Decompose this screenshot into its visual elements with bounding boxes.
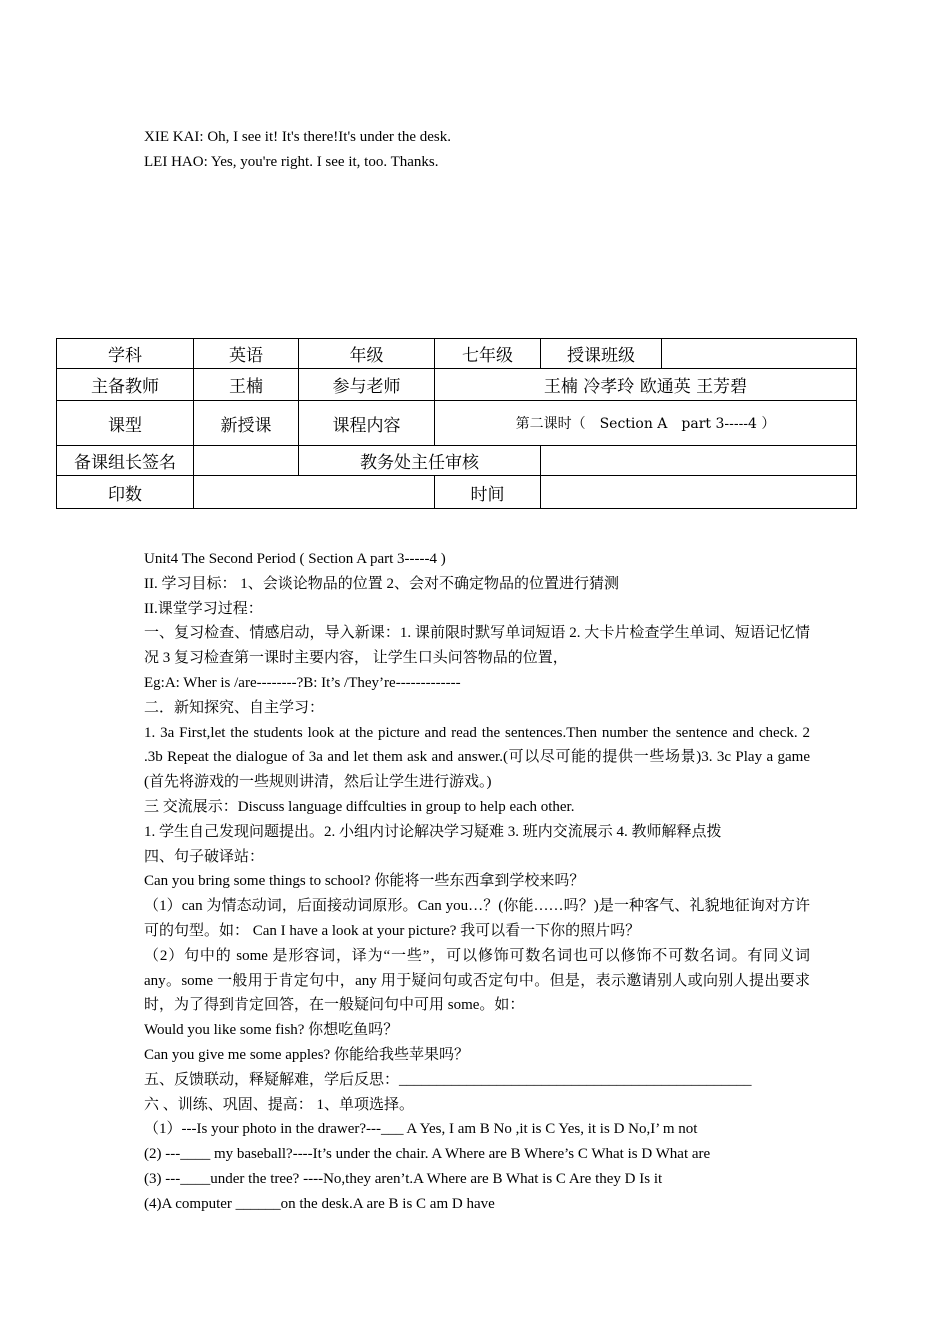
grade-label: 年级 xyxy=(299,339,435,369)
process-heading: II.课堂学习过程： xyxy=(144,600,263,617)
review-step: 一、复习检查、情感启动，导入新课：1. 课前限时默写单词短语 2. 大卡片检查学生单词、短语记忆情况 3 复习检查第一课时主要内容， 让学生口头问答物品的位置， xyxy=(144,625,810,667)
note-some: （2）句中的 some 是形容词，译为“一些”，可以修饰可数名词也可以修饰不可数名词。有同义词 any。some 一般用于肯定句中，any 用于疑问句或否定句中。但是，表示邀请别人或向别人提出要求时，为了得到肯定回答，在一般疑问句中可用 some。如： xyxy=(144,947,810,1014)
exchange-heading: 三 交流展示：Discuss language diffculties in group to help each other. xyxy=(144,798,575,815)
time-value xyxy=(541,476,857,509)
content-label: 课程内容 xyxy=(299,401,435,446)
copies-label: 印数 xyxy=(57,476,194,509)
dialogue-intro xyxy=(144,125,451,175)
learning-goals: II. 学习目标： 1、会谈论物品的位置 2、会对不确定物品的位置进行猜测 xyxy=(144,575,619,592)
question-2: (2) ---____ my baseball?----It’s under the chair. A Where are B Where’s C What is D What are xyxy=(144,1146,711,1163)
copies-value xyxy=(194,476,435,509)
class-value xyxy=(662,339,857,369)
leader-sign-label: 备课组长签名 xyxy=(57,446,194,476)
explore-steps: 1. 3a First,let the students look at the picture and read the sentences.Then number the sentence and check. 2 .3b Repeat the dialogue of 3a and let them ask and answer.(可以尽可能的提供一些场景)3. 3c Play a game (首先将游戏的一些规则讲清，然后让学生进行游戏。) xyxy=(144,724,810,791)
reflection-line: 五、反馈联动，释疑解难，学后反思：_______________________________________________ xyxy=(144,1071,752,1088)
unit-title: Unit4 The Second Period ( Section A part 3-----4 ) xyxy=(144,551,446,567)
question-4: (4)A computer ______on the desk.A are B is C am D have xyxy=(144,1195,495,1212)
dialogue-line-xie-kai: XIE KAI: Oh, I see it! It's there!It's under the desk. xyxy=(144,129,451,145)
time-label: 时间 xyxy=(435,476,541,509)
dialogue-line-lei-hao: LEI HAO: Yes, you're right. I see it, too. Thanks. xyxy=(144,154,439,170)
director-review-value xyxy=(541,446,857,476)
participants-label: 参与老师 xyxy=(299,369,435,401)
question-3: (3) ---____under the tree? ----No,they aren’t.A Where are B What is C Are they D Is it xyxy=(144,1170,663,1187)
question-1: （1）---Is your photo in the drawer?---___ A Yes, I am B No ,it is C Yes, it is D No,I’ m not xyxy=(144,1121,698,1138)
lesson-plan-body xyxy=(144,547,810,1217)
example-line: Eg:A: Wher is /are--------?B: It’s /They’re------------- xyxy=(144,674,461,691)
class-label: 授课班级 xyxy=(541,339,662,369)
example-fish: Would you like some fish? 你想吃鱼吗？ xyxy=(144,1022,399,1039)
lead-teacher-label: 主备教师 xyxy=(57,369,194,401)
sentence-heading: 四、句子破译站： xyxy=(144,848,265,865)
exchange-steps: 1. 学生自己发现问题提出。2. 小组内讨论解决学习疑难 3. 班内交流展示 4. 教师解释点拨 xyxy=(144,823,722,840)
lead-teacher-value: 王楠 xyxy=(194,369,299,401)
director-review-label: 教务处主任审核 xyxy=(299,446,541,476)
lesson-info-table xyxy=(56,338,857,509)
grade-value: 七年级 xyxy=(435,339,541,369)
note-can: （1）can 为情态动词，后面接动词原形。Can you…？(你能……吗？)是一种客气、礼貌地征询对方许可的句型。如： Can I have a look at your picture? 我可以看一下你的照片吗？ xyxy=(144,898,810,939)
leader-sign-value xyxy=(194,446,299,476)
lesson-type-value: 新授课 xyxy=(194,401,299,446)
exercise-heading: 六 、训练、巩固、提高： 1、单项选择。 xyxy=(144,1096,415,1113)
explore-heading: 二．新知探究、自主学习： xyxy=(144,699,325,716)
example-apples: Can you give me some apples? 你能给我些苹果吗？ xyxy=(144,1046,469,1063)
sentence-example: Can you bring some things to school? 你能将一些东西拿到学校来吗？ xyxy=(144,873,585,890)
participants-value: 王楠 冷孝玲 欧通英 王芳碧 xyxy=(435,369,857,401)
subject-value: 英语 xyxy=(194,339,299,369)
lesson-type-label: 课型 xyxy=(57,401,194,446)
content-value: 第二课时（ Section A part 3-----4 ） xyxy=(435,401,857,446)
subject-label: 学科 xyxy=(57,339,194,369)
